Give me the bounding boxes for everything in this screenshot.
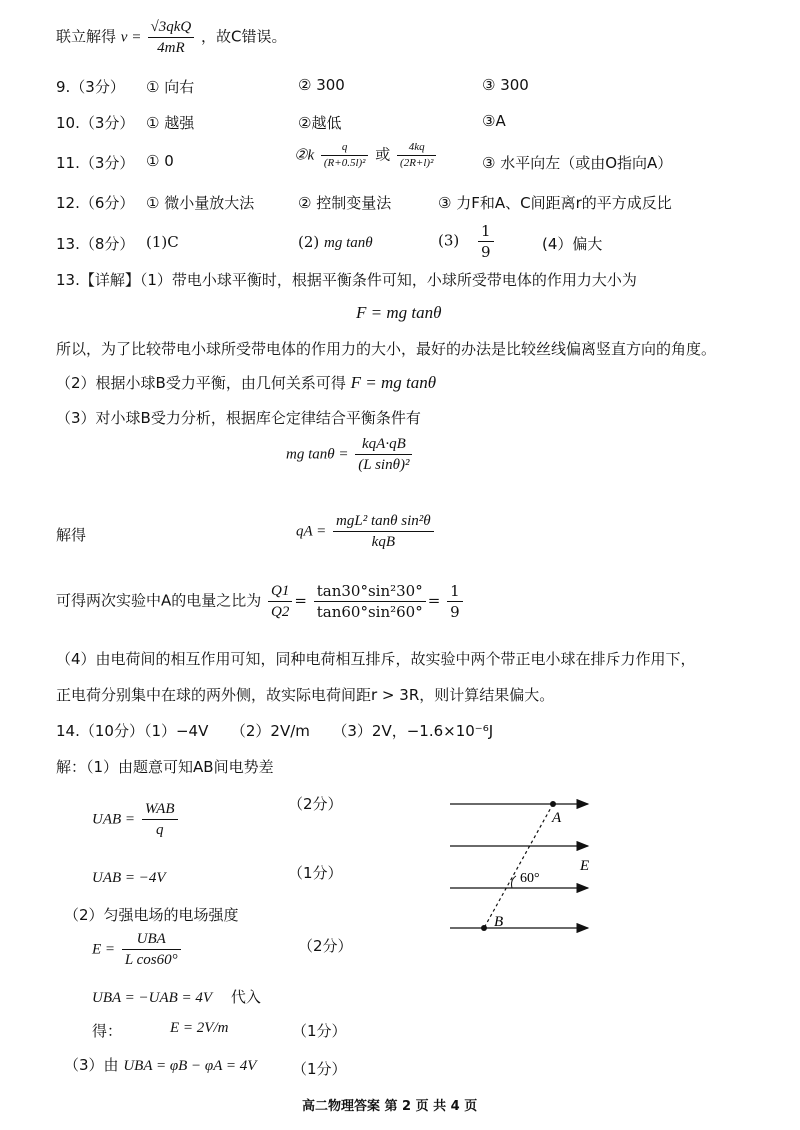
ratio-frac3	[447, 582, 463, 621]
eq3-frac	[333, 512, 434, 551]
top-tail: ，故C错误。	[201, 27, 287, 46]
label-a: A	[552, 810, 562, 826]
detail13-para1: 所以，为了比较带电小球所受带电体的作用力的大小，最好的办法是比较丝线偏离竖直方向的角度。	[56, 340, 717, 358]
answer-q11-label: 11.（3分）	[56, 154, 135, 172]
detail13-solve-label: 解得	[56, 526, 87, 544]
ratio-num1: Q1	[268, 582, 292, 602]
answer-q13-a1: (1)C	[146, 233, 179, 251]
q13-a2-expr: mg tanθ	[324, 235, 373, 251]
ratio-num2: tan30°sin²30°	[314, 582, 426, 602]
q13-a3-frac	[478, 222, 494, 261]
ratio-frac1	[268, 582, 292, 621]
answer-q9-a2: ② 300	[298, 76, 345, 94]
q14-e3-den: L cos60°	[124, 952, 178, 968]
q14-e5-score: （1分）	[292, 1022, 347, 1040]
point-a	[550, 801, 556, 807]
q14-e5-prefix: 得：	[92, 1022, 123, 1040]
answer-q10-a2: ②越低	[298, 114, 342, 132]
detail13-p4-line1: （4）由电荷间的相互作用可知，同种电荷相互排斥，故实验中两个带正电小球在排斥力作用下，	[56, 650, 696, 668]
detail13-p3: （3）对小球B受力分析，根据库仑定律结合平衡条件有	[56, 409, 421, 427]
label-e: E	[580, 858, 590, 874]
q13-a3-num: 1	[478, 222, 494, 242]
q14-e4-expr: UBA = −UAB = 4V	[92, 990, 213, 1006]
detail13-eq3	[296, 512, 436, 551]
q11-den1: (R+0.5l)²	[323, 157, 366, 170]
eq3-lhs: qA =	[296, 523, 327, 540]
answer-q13-label: 13.（8分）	[56, 235, 135, 253]
top-den: 4mR	[157, 40, 185, 56]
answer-q10-label: 10.（3分）	[56, 114, 135, 132]
answer-q12-label: 12.（6分）	[56, 194, 135, 212]
eq2-frac	[355, 435, 412, 474]
point-b	[481, 925, 487, 931]
detail13-eq2	[286, 435, 414, 474]
eq2-lhs: mg tanθ =	[286, 446, 349, 463]
q11-or: 或	[375, 145, 391, 164]
q14-solve: 解：（1）由题意可知AB间电势差	[56, 758, 274, 776]
q14-e1-score: （2分）	[288, 795, 343, 813]
q14-e6-prefix: （3）由	[64, 1056, 119, 1074]
q14-header: 14.（10分）（1）−4V （2）2V/m （3）2V，−1.6×10⁻⁶J	[56, 722, 494, 740]
q14-e1-num: WAB	[142, 800, 178, 820]
q14-e1-lhs: UAB =	[92, 811, 136, 828]
q11-frac1	[321, 141, 369, 170]
answer-q9-a1: ① 向右	[146, 78, 195, 96]
q14-e5: E = 2V/m	[170, 1020, 229, 1036]
q11-num1: q	[321, 141, 369, 156]
top-lead: 联立解得	[56, 27, 117, 46]
q14-e3-lhs: E =	[92, 941, 116, 958]
answer-q11-a1: ① 0	[146, 152, 174, 170]
q13-a3-den: 9	[481, 243, 491, 261]
ratio-den3: 9	[450, 603, 460, 621]
answer-q10-a1: ① 越强	[146, 114, 195, 132]
q11-den2: (2R+l)²	[400, 157, 434, 170]
q11-frac2	[397, 141, 436, 170]
segment-ab	[484, 804, 553, 928]
eq3-num: mgL² tanθ sin²θ	[333, 512, 434, 532]
detail13-p2	[56, 372, 436, 393]
q14-e3-frac	[122, 930, 181, 969]
q11-prefix: ②k	[294, 147, 315, 164]
q14-e1-den: q	[155, 822, 164, 838]
answer-q13-a2	[298, 233, 373, 252]
detail13-eq1: F = mg tanθ	[356, 303, 442, 322]
detail13-p4-line2: 正电荷分别集中在球的两外侧，故实际电荷间距r > 3R，则计算结果偏大。	[56, 686, 555, 704]
q14-p2: （2）匀强电场的电场强度	[64, 906, 239, 924]
q14-e6-score: （1分）	[292, 1060, 347, 1078]
q14-e3-score: （2分）	[298, 937, 353, 955]
q14-e1	[92, 800, 180, 839]
q14-e2: UAB = −4V	[92, 870, 166, 886]
q13-a2-prefix: (2)	[298, 233, 320, 251]
label-b: B	[494, 914, 504, 930]
answer-q12-a2: ② 控制变量法	[298, 194, 392, 212]
answer-q9-label: 9.（3分）	[56, 78, 125, 96]
answer-q13-a4: (4）偏大	[542, 235, 603, 253]
q14-e6	[64, 1054, 256, 1075]
eq2-num: kqA·qB	[355, 435, 412, 455]
q14-e4	[92, 986, 261, 1007]
detail13-ratio: 可得两次实验中A的电量之比为 $\frac{Q1}{Q2}$ = $\frac{\text{tan30°sin²30°}}{\text{tan60°sin²60°}}$ = $\frac{1}{9}$	[56, 582, 465, 621]
q14-e3-num: UBA	[122, 930, 181, 950]
q11-num2: 4kq	[397, 141, 436, 156]
q14-e2-score: （1分）	[288, 864, 343, 882]
top-var: v	[120, 29, 128, 46]
ratio-den1: Q2	[271, 604, 290, 620]
ratio-frac2	[314, 582, 426, 621]
answer-q9-a3: ③ 300	[482, 76, 529, 94]
answer-q11-a3: ③ 水平向左（或由O指向A）	[482, 154, 673, 172]
top-num: √3qkQ	[148, 18, 195, 38]
electric-field-diagram	[440, 790, 610, 940]
top-fraction	[148, 18, 195, 57]
top-conclusion: 联立解得 v = $\frac{\text{√3qkQ}}{4mR}$ ，故C错误。	[56, 19, 287, 56]
answer-q10-a3: ③A	[482, 112, 506, 130]
eq3-den: kqB	[371, 534, 395, 550]
q13-a3-prefix: (3)	[438, 231, 460, 250]
detail13-p2-expr: F = mg tanθ	[350, 373, 437, 392]
q14-e3	[92, 930, 183, 969]
detail13-p2-text: （2）根据小球B受力平衡，由几何关系可得	[56, 374, 346, 392]
q14-e1-frac	[142, 800, 178, 839]
answer-q12-a3: ③ 力F和A、C间距离r的平方成反比	[438, 194, 672, 212]
ratio-num3: 1	[447, 582, 463, 602]
eq2-den: (L sinθ)²	[358, 457, 410, 473]
answer-q13-a3	[438, 222, 496, 261]
answer-q11-a2	[294, 141, 438, 170]
detail13-heading: 13.【详解】（1）带电小球平衡时，根据平衡条件可知，小球所受带电体的作用力大小为	[56, 271, 637, 289]
q14-e6-expr: UBA = φB − φA = 4V	[123, 1058, 257, 1074]
answer-q12-a1: ① 微小量放大法	[146, 194, 255, 212]
page-footer: 高二物理答案 第 2 页 共 4 页	[302, 1099, 478, 1114]
ratio-den2: tan60°sin²60°	[316, 603, 423, 621]
label-angle: 60°	[520, 871, 540, 886]
q14-e4-tail: 代入	[230, 988, 261, 1006]
ratio-text: 可得两次实验中A的电量之比为	[56, 591, 262, 610]
